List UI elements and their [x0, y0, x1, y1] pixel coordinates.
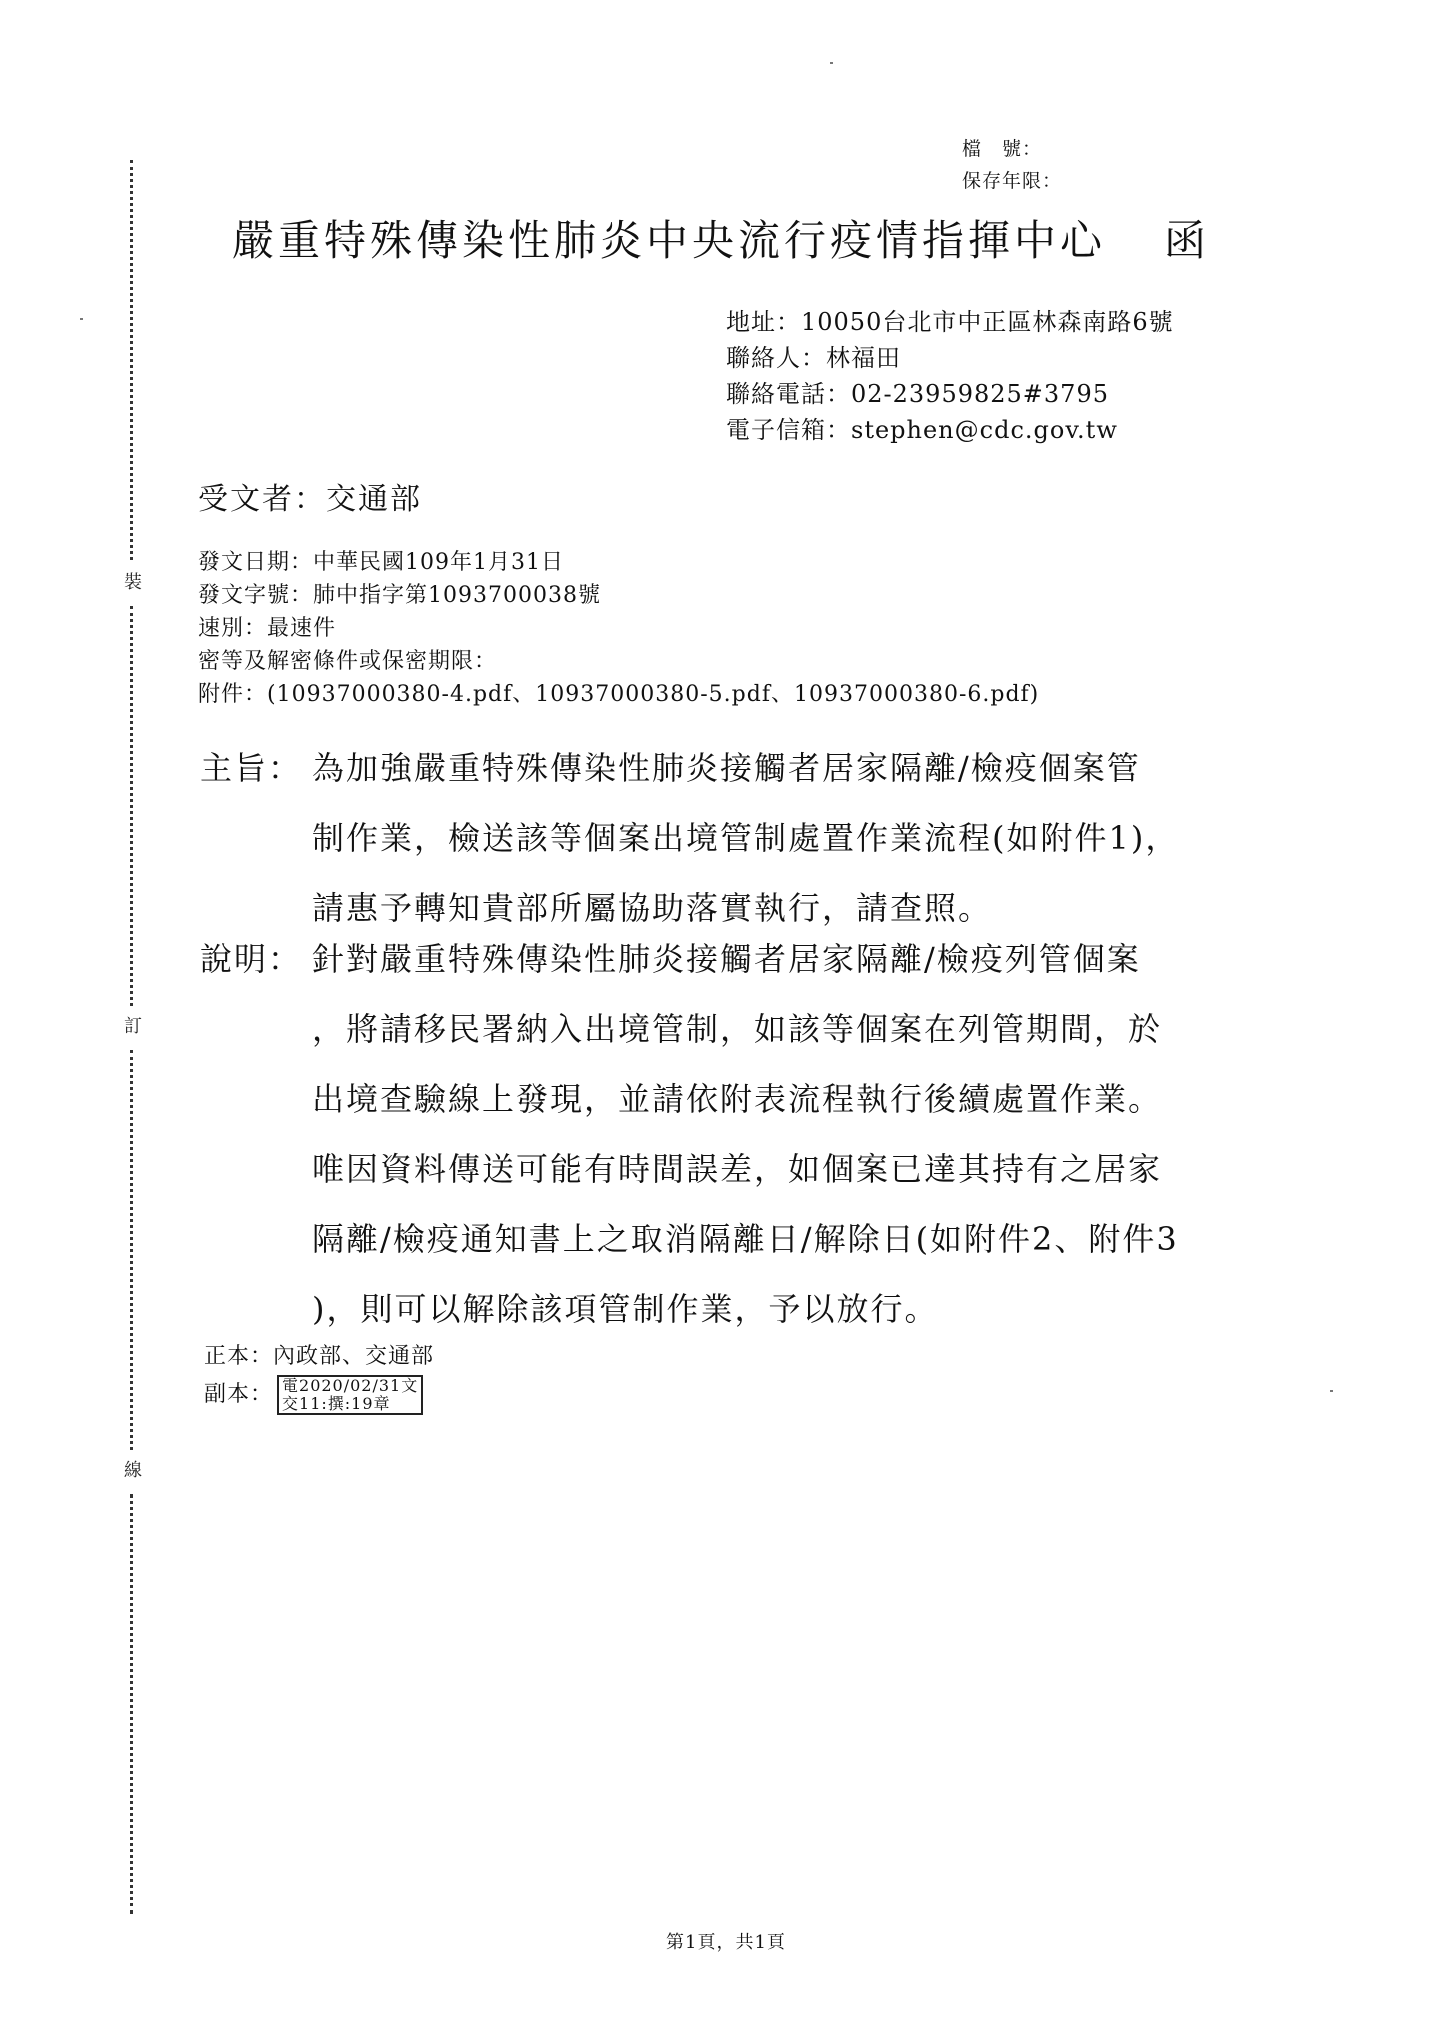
document-number: 發文字號：肺中指字第1093700038號 [198, 583, 601, 608]
contact-person: 聯絡人：林福田 [726, 344, 901, 372]
original-recipients: 正本：內政部、交通部 [204, 1344, 435, 1369]
copy-label: 副本： [204, 1382, 274, 1407]
scan-speck [1330, 1390, 1333, 1392]
binding-margin-line-bottom [130, 1494, 133, 1914]
binding-margin-line-middle [130, 606, 133, 1006]
contact-email: 電子信箱：stephen@cdc.gov.tw [726, 416, 1118, 444]
binding-margin-line-top [130, 160, 133, 560]
distribution-block [204, 1340, 434, 1415]
explanation-body [312, 924, 1179, 1344]
delivery-speed: 速別：最速件 [198, 616, 337, 641]
subject-body [312, 733, 1179, 943]
page-number: 第1頁，共1頁 [666, 1932, 786, 1953]
explanation-line: 針對嚴重特殊傳染性肺炎接觸者居家隔離/檢疫列管個案 [312, 940, 1141, 978]
subject-label: 主旨： [200, 749, 303, 787]
retention-period-label: 保存年限： [962, 170, 1063, 192]
recipient: 受文者：交通部 [198, 482, 422, 517]
explanation-label: 說明： [200, 940, 303, 978]
explanation-line: 出境查驗線上發現，並請依附表流程執行後續處置作業。 [312, 1080, 1163, 1118]
issue-date: 發文日期：中華民國109年1月31日 [198, 550, 564, 575]
issuance-info [198, 546, 1039, 711]
subject-line: 請惠予轉知貴部所屬協助落實執行，請查照。 [312, 889, 993, 927]
explanation-line: ，將請移民署納入出境管制，如該等個案在列管期間，於 [312, 1010, 1163, 1048]
document-type: 函 [1164, 216, 1211, 265]
binding-mark-ding: 訂 [124, 1016, 142, 1037]
scan-speck [830, 62, 833, 64]
binding-margin-line-lower [130, 1050, 133, 1450]
document-title [232, 208, 1210, 268]
attachments: 附件：(10937000380-4.pdf、10937000380-5.pdf、10937000380-6.pdf) [198, 682, 1040, 707]
subject-line: 為加強嚴重特殊傳染性肺炎接觸者居家隔離/檢疫個案管 [312, 749, 1141, 787]
copy-recipients [204, 1375, 434, 1415]
stamp-line: 電2020/02/31文 [282, 1376, 419, 1395]
subject-line: 制作業，檢送該等個案出境管制處置作業流程(如附件1)， [312, 819, 1180, 857]
scan-speck [80, 318, 83, 320]
explanation-line: 唯因資料傳送可能有時間誤差，如個案已達其持有之居家 [312, 1150, 1163, 1188]
contact-phone: 聯絡電話：02-23959825#3795 [726, 380, 1109, 408]
binding-mark-zhuang: 裝 [124, 572, 142, 593]
explanation-line: )，則可以解除該項管制作業，予以放行。 [312, 1290, 939, 1328]
contact-address: 地址：10050台北市中正區林森南路6號 [726, 308, 1174, 336]
secrecy-level: 密等及解密條件或保密期限： [198, 649, 498, 674]
contact-block [726, 304, 1174, 448]
file-number-label: 檔 號： [962, 138, 1043, 160]
electronic-receipt-stamp [277, 1375, 423, 1415]
explanation-line: 隔離/檢疫通知書上之取消隔離日/解除日(如附件2、附件3 [312, 1220, 1179, 1258]
stamp-line: 交11:撰:19章 [282, 1394, 391, 1413]
binding-mark-xian: 線 [124, 1460, 142, 1481]
agency-name: 嚴重特殊傳染性肺炎中央流行疫情指揮中心 [232, 216, 1107, 265]
